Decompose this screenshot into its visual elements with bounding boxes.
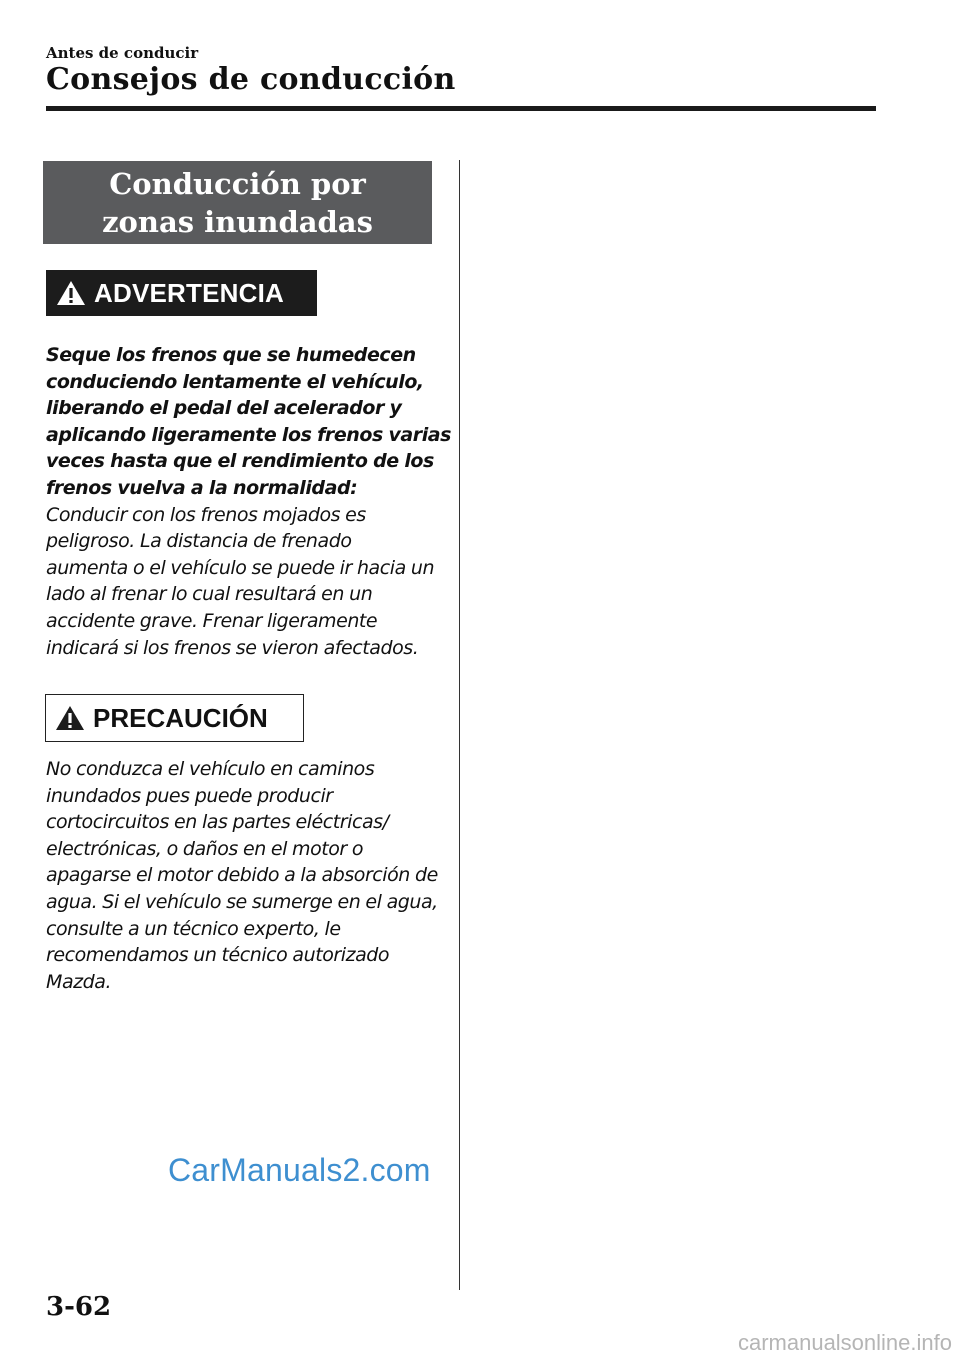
warning-line: peligroso. La distancia de frenado [46,530,352,553]
warning-line: lado al frenar lo cual resultará en un [46,583,373,606]
page-title: Consejos de conducción [46,62,456,97]
page-number: 3-62 [46,1292,112,1322]
warning-line: indicará si los frenos se vieron afectados. [46,636,419,659]
caution-badge [45,694,304,742]
column-divider [459,160,460,1290]
caution-line: cortocircuitos en las partes eléctricas/ [46,811,389,834]
section-banner [43,161,432,244]
warning-bold-line: aplicando ligeramente los frenos varias [46,423,452,446]
warning-bold-line: frenos vuelva a la normalidad: [46,476,358,499]
warning-line: Conducir con los frenos mojados es [46,503,366,526]
caution-label: PRECAUCIÓN [93,702,268,733]
caution-triangle-icon [55,705,85,731]
warning-text [46,342,452,661]
caution-line: inundados pues puede producir [46,784,333,807]
warning-bold-line: conduciendo lentamente el vehículo, [46,370,424,393]
watermark-link[interactable]: CarManuals2.com [168,1152,431,1188]
warning-line: accidente grave. Frenar ligeramente [46,609,378,632]
warning-bold-line: liberando el pedal del acelerador y [46,397,402,420]
warning-badge [46,270,317,316]
caution-text [46,756,441,995]
caution-line: apagarse el motor debido a la absorción de [46,864,438,887]
warning-label: ADVERTENCIA [94,277,284,308]
caution-line: consulte a un técnico experto, le [46,917,341,940]
caution-line: electrónicas, o daños en el motor o [46,837,364,860]
header-rule [46,106,876,111]
header-subtitle: Antes de conducir [46,44,199,62]
caution-line: recomendamos un técnico autorizado [46,944,390,967]
caution-line: No conduzca el vehículo en caminos [46,758,375,780]
warning-triangle-icon [56,280,86,306]
footer-watermark[interactable]: carmanualsonline.info [737,1330,952,1355]
caution-line: Mazda. [46,970,112,993]
section-title: Conducción por zonas inundadas [102,166,373,239]
caution-line: agua. Si el vehículo se sumerge en el agua, [46,890,438,913]
warning-bold-line: veces hasta que el rendimiento de los [46,450,434,473]
warning-line: aumenta o el vehículo se puede ir hacia un [46,556,435,579]
warning-bold-line: Seque los frenos que se humedecen [46,344,416,366]
